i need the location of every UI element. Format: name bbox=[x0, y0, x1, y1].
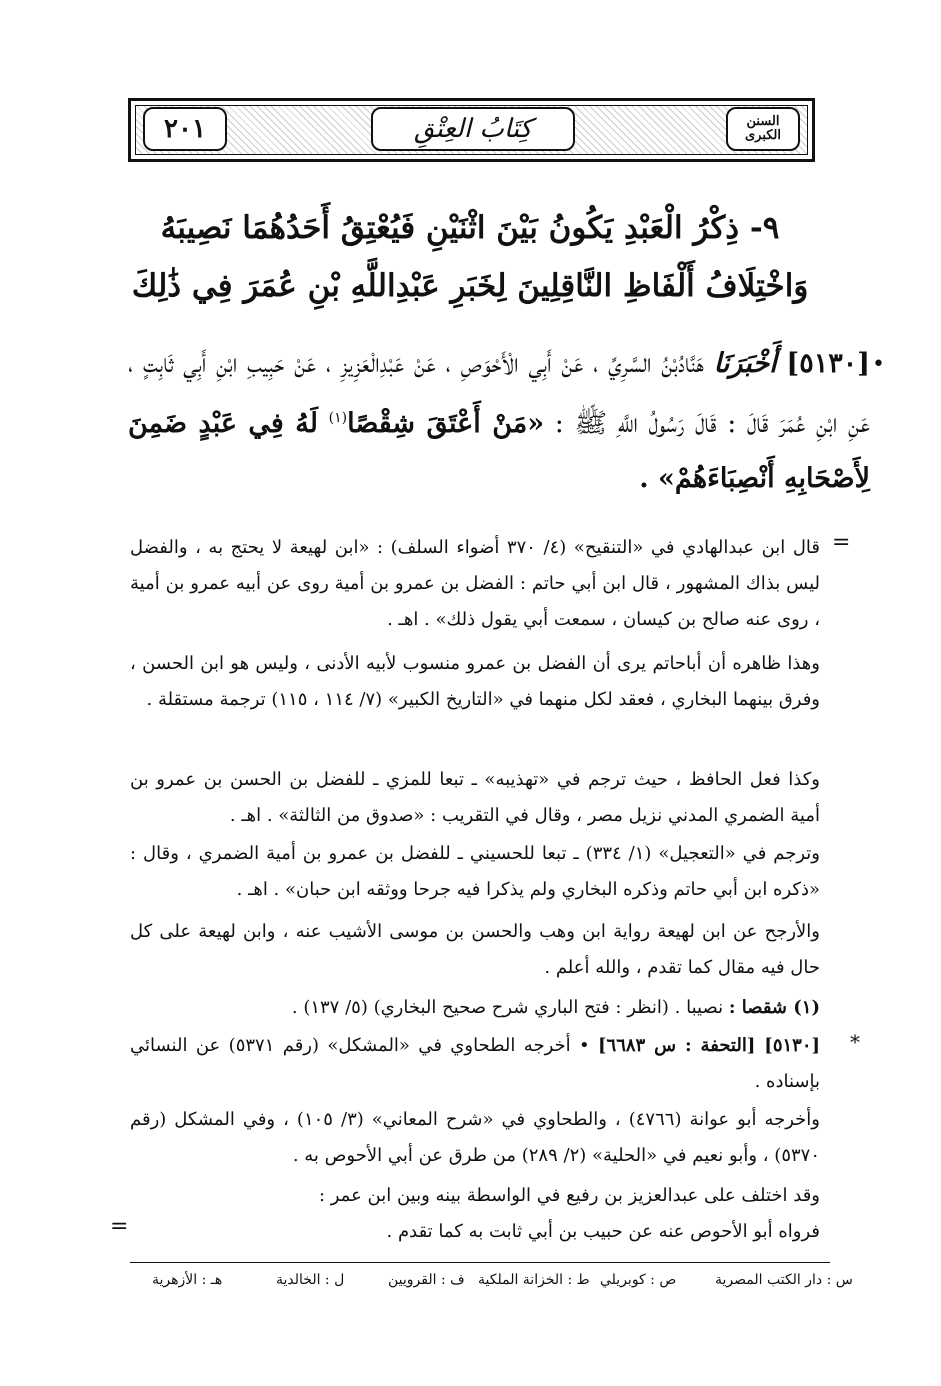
footnote-paragraph-1: قال ابن عبدالهادي في «التنقيح» (٤/ ٣٧٠ أضواء السلف) : «ابن لهيعة لا يحتج به ، والفضل ليس بذاك المشهور ، قال ابن أبي حاتم : الفضل بن عمرو بن أمية روى عن أبيه عمرو بن أمية ، روى عنه صالح بن كيسان ، سمعت أبي يقول ذلك» . اهـ . bbox=[130, 537, 820, 630]
abbr-item: هـ : الأزهرية bbox=[152, 1272, 223, 1288]
takhrij-1-text: • أخرجه الطحاوي في «المشكل» (رقم ٥٣٧١) عن النسائي بإسناده . bbox=[130, 1035, 820, 1092]
footnote-paragraph-5: والأرجح عن ابن لهيعة رواية ابن وهب والحسن بن موسى الأشيب عنه ، وابن لهيعة على كل حال فيه مقال كما تقدم ، والله أعلم . bbox=[130, 921, 820, 978]
hadith-number: [٥١٣٠] bbox=[786, 348, 870, 379]
chapter-title-line-1: ٩- ذِكْرُ الْعَبْدِ يَكُونُ بَيْنَ اثْنَيْنِ فَيُعْتِقُ أَحَدُهُمَا نَصِيبَهُ bbox=[160, 210, 780, 246]
continuation-mark: = bbox=[832, 530, 851, 555]
abbr-item: ط : الخزانة الملكية bbox=[478, 1272, 590, 1288]
logo-text: السنن الكبرى bbox=[744, 114, 782, 143]
hadith-bullet: • bbox=[872, 352, 885, 377]
page-number: ٢٠١ bbox=[143, 107, 227, 151]
akhbarana: أَخْبَرَنَا bbox=[713, 348, 777, 379]
takhrij-head: [٥١٣٠] [التحفة : س ٦٦٨٣] bbox=[598, 1035, 821, 1056]
takhrij-2: وأخرجه أبو عوانة (٤٧٦٦) ، والطحاوي في «شرح المعاني» (٣/ ١٠٥) ، وفي المشكل (رقم ٥٣٧٠) ، وأبو نعيم في «الحلية» (٢/ ٢٨٩) من طرق عن أبي الأحوص به . bbox=[130, 1109, 821, 1166]
footnote-ref: (١) bbox=[328, 410, 348, 426]
takhrij-3: وقد اختلف على عبدالعزيز بن رفيع في الواسطة بينه وبين ابن عمر : bbox=[318, 1185, 820, 1206]
footnote-paragraph-3: وكذا فعل الحافظ ، حيث ترجم في «تهذيبه» ـ تبعا للمزي ـ للفضل بن الحسن بن عمرو بن أمية الضمري المدني نزيل مصر ، وقال في التقريب : «صدوق من الثالثة» . اهـ . bbox=[130, 769, 820, 826]
hadith-text bbox=[128, 336, 870, 506]
footnote-1 bbox=[130, 990, 820, 1026]
abbr-item: ف : القرويين bbox=[388, 1272, 465, 1288]
book-title: كِتَابُ العِتْقِ bbox=[371, 107, 575, 151]
footnote-paragraph-2: وهذا ظاهره أن أباحاتم يرى أن الفضل بن عمرو منسوب لأبيه الأدنى ، وليس هو ابن الحسن ، وفرق بينهما البخاري ، فعقد لكل منهما في «التاريخ الكبير» (٧/ ١١٤ ، ١١٥) ترجمة مستقلة . bbox=[130, 653, 820, 710]
continuation-mark-2: = bbox=[110, 1214, 129, 1239]
page-header bbox=[128, 98, 815, 162]
footnote-1-label: (١) شقصا : bbox=[728, 997, 820, 1018]
abbr-item: س : دار الكتب المصرية bbox=[715, 1272, 853, 1288]
takhrij-1 bbox=[130, 1028, 820, 1100]
isnad-text: هَنَّادُبْنُ السَّرِيِّ ، عَنْ أَبِي الْأَحْوَصِ ، عَنْ عَبْدِالْعَزِيزِ ، عَنْ حَبِيبِ ابْنِ أَبِي ثَابِتٍ ، عَنِ ابْنِ عُمَرَ قَالَ : قَالَ رَسُولُ اللَّهِ ﷺ : bbox=[128, 348, 870, 439]
abbr-item: ل : الخالدية bbox=[276, 1272, 345, 1288]
takhrij-4: فرواه أبو الأحوص عنه عن حبيب بن أبي ثابت به كما تقدم . bbox=[386, 1221, 820, 1242]
book-logo bbox=[726, 107, 800, 151]
footnote-1-text: نصيبا . (انظر : فتح الباري شرح صحيح البخاري) (٥/ ١٣٧) . bbox=[291, 997, 724, 1018]
matn-text: «مَنْ أَعْتَقَ شِقْصًا bbox=[347, 408, 545, 439]
chapter-title-line-2: وَاخْتِلَافُ أَلْفَاظِ النَّاقِلِينَ لِخَبَرِ عَبْدِاللَّهِ بْنِ عُمَرَ فِي ذَٰلِكَ bbox=[131, 268, 809, 304]
matn-text-2: لَهُ فِي عَبْدٍ ضَمِنَ لِأَصْحَابِهِ أَنْصِبَاءَهُمْ» . bbox=[128, 408, 870, 494]
takhrij-star: * bbox=[850, 1030, 860, 1054]
footnote-paragraph-4: وترجم في «التعجيل» (١/ ٣٣٤) ـ تبعا للحسيني ـ للفضل بن عمرو بن أمية الضمري ، وقال : «ذكره ابن أبي حاتم وذكره البخاري ولم يذكرا فيه جرحا ووثقه ابن حبان» . اهـ . bbox=[130, 843, 820, 900]
abbr-item: ص : كوبريلي bbox=[600, 1272, 677, 1288]
footer-rule bbox=[130, 1262, 830, 1263]
